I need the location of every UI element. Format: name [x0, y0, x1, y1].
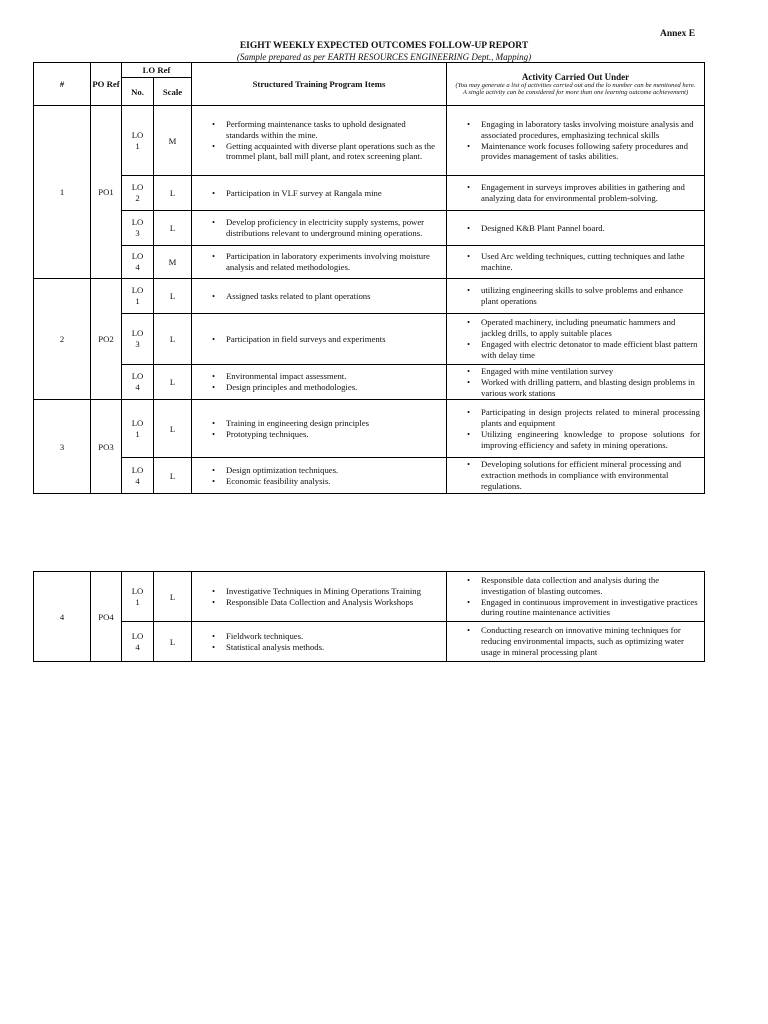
lo-number	[122, 246, 154, 279]
training-items-cell-list	[202, 418, 440, 440]
row-number: 2	[34, 279, 91, 400]
header-activity-note-2: A single activity can be considered for more than one learning outcome achievement)	[462, 89, 689, 96]
lo-prefix: LO	[131, 251, 144, 261]
activities-cell-list	[457, 317, 700, 360]
lo-index: 4	[135, 262, 140, 272]
lo-prefix: LO	[131, 217, 144, 227]
outcomes-table-continued-body	[34, 572, 705, 662]
training-item: • Performing maintenance tasks to uphold designated standards within the mine.	[202, 119, 440, 141]
training-items-cell-list	[202, 334, 440, 345]
activity-item: • Engaged in continuous improvement in investigative practices during routine maintenance activities	[457, 597, 700, 619]
training-item: • Getting acquainted with diverse plant operations such as the trommel plant, ball mill plant, and rotex screening plant.	[202, 141, 440, 163]
activities-cell-list	[457, 625, 700, 657]
training-items-cell-list	[202, 291, 440, 302]
training-items-cell-list	[202, 217, 440, 239]
activities-cell-list	[457, 407, 700, 450]
activities-cell	[447, 458, 705, 493]
activities-cell-list	[457, 119, 700, 162]
training-item: • Assigned tasks related to plant operations	[202, 291, 440, 302]
lo-prefix: LO	[131, 464, 144, 475]
training-item: • Training in engineering design principles	[202, 418, 440, 429]
training-items-cell	[192, 458, 447, 493]
training-items-cell	[192, 400, 447, 458]
activity-item: • utilizing engineering skills to solve problems and enhance plant operations	[457, 285, 700, 307]
training-items-cell	[192, 314, 447, 365]
lo-index: 4	[135, 475, 140, 486]
activities-cell-list	[457, 251, 700, 273]
header-num: #	[34, 63, 91, 106]
po-ref: PO2	[91, 279, 122, 400]
lo-scale: L	[154, 176, 192, 211]
lo-number	[122, 106, 154, 176]
lo-index: 1	[135, 596, 140, 607]
outcomes-table-continued	[33, 571, 705, 662]
training-item: • Participation in field surveys and experiments	[202, 334, 440, 345]
activity-item: • Developing solutions for efficient mineral processing and extraction methods in compliance with environmental regulations.	[457, 459, 700, 491]
lo-scale: M	[154, 246, 192, 279]
table-row	[34, 572, 705, 622]
activity-item: • Utilizing engineering knowledge to propose solutions for improving efficiency and safety in mining operations.	[457, 429, 700, 451]
training-items-cell	[192, 365, 447, 400]
lo-index: 3	[135, 339, 140, 349]
outcomes-table-body	[34, 106, 705, 494]
table-row	[34, 211, 705, 246]
training-item: • Environmental impact assessment.	[202, 371, 440, 382]
activities-cell-list	[457, 459, 700, 491]
activities-cell	[447, 246, 705, 279]
lo-prefix: LO	[131, 285, 144, 295]
training-items-cell	[192, 211, 447, 246]
report-subtitle: (Sample prepared as per EARTH RESOURCES ENGINEERING Dept., Mapping)	[236, 52, 532, 62]
activity-item: • Designed K&B Plant Pannel board.	[457, 223, 700, 234]
activities-cell	[447, 279, 705, 314]
activities-cell-list	[457, 575, 700, 618]
header-lo-ref: LO Ref	[122, 63, 192, 78]
training-item: • Design principles and methodologies.	[202, 382, 440, 393]
training-items-cell-list	[202, 371, 440, 393]
training-item: • Statistical analysis methods.	[202, 642, 440, 653]
table-row	[34, 365, 705, 400]
training-item: • Economic feasibility analysis.	[202, 476, 440, 487]
lo-scale: L	[154, 314, 192, 365]
activity-item: • Participating in design projects related to mineral processing plants and equipment	[457, 407, 700, 429]
row-number: 4	[34, 572, 91, 662]
lo-scale: L	[154, 400, 192, 458]
training-item: • Participation in VLF survey at Rangala mine	[202, 188, 440, 199]
training-items-cell-list	[202, 586, 440, 608]
training-item: • Responsible Data Collection and Analysis Workshops	[202, 597, 440, 608]
po-ref: PO1	[91, 106, 122, 279]
training-item: • Participation in laboratory experiments involving moisture analysis and related methodologies.	[202, 251, 440, 273]
lo-number	[122, 211, 154, 246]
activities-cell-list	[457, 182, 700, 204]
activities-cell	[447, 622, 705, 662]
training-items-cell-list	[202, 631, 440, 653]
lo-index: 2	[135, 193, 140, 203]
training-item: • Design optimization techniques.	[202, 465, 440, 476]
table-row	[34, 106, 705, 176]
training-items-cell	[192, 176, 447, 211]
activity-item: • Conducting research on innovative mining techniques for reducing environmental impacts, such as optimizing water usage in mineral processing plant	[457, 625, 700, 657]
lo-prefix: LO	[131, 182, 144, 192]
training-item: • Fieldwork techniques.	[202, 631, 440, 642]
lo-number	[122, 365, 154, 400]
lo-prefix: LO	[131, 328, 144, 338]
training-items-cell-list	[202, 465, 440, 487]
lo-prefix: LO	[131, 417, 144, 428]
header-po-ref: PO Ref	[91, 63, 122, 106]
lo-prefix: LO	[131, 630, 144, 641]
training-items-cell-list	[202, 188, 440, 199]
activity-item: • Maintenance work focuses following safety procedures and provides management of tasks abilities.	[457, 141, 700, 163]
header-activity-title: Activity Carried Out Under	[521, 71, 630, 82]
header-activity-note-1: (You may generate a list of activities carried out and the lo number can be mentioned here.	[455, 81, 696, 89]
training-item: • Prototyping techniques.	[202, 429, 440, 440]
lo-index: 1	[135, 428, 140, 439]
table-row	[34, 400, 705, 458]
activity-item: • Worked with drilling pattern, and blasting design problems in various work stations	[457, 377, 700, 399]
header-no: No.	[122, 78, 154, 106]
lo-index: 4	[135, 641, 140, 652]
lo-prefix: LO	[131, 585, 144, 596]
lo-scale: L	[154, 365, 192, 400]
table-row	[34, 279, 705, 314]
table-row	[34, 458, 705, 493]
activities-cell	[447, 314, 705, 365]
training-items-cell	[192, 622, 447, 662]
lo-index: 1	[135, 140, 140, 151]
activities-cell-list	[457, 366, 700, 398]
activity-item: • Engaged with electric detonator to made efficient blast pattern with delay time	[457, 339, 700, 361]
activities-cell	[447, 211, 705, 246]
lo-prefix: LO	[131, 129, 144, 140]
activity-item: • Engaged with mine ventilation survey	[457, 366, 700, 377]
header-activity	[447, 63, 705, 106]
lo-number	[122, 458, 154, 493]
training-item: • Investigative Techniques in Mining Operations Training	[202, 586, 440, 597]
activities-cell-list	[457, 285, 700, 307]
lo-scale: L	[154, 211, 192, 246]
training-items-cell	[192, 246, 447, 279]
lo-scale: L	[154, 279, 192, 314]
lo-index: 1	[135, 296, 140, 306]
activities-cell	[447, 572, 705, 622]
lo-number	[122, 314, 154, 365]
lo-scale: L	[154, 572, 192, 622]
activity-item: • Used Arc welding techniques, cutting techniques and lathe machine.	[457, 251, 700, 273]
training-items-cell-list	[202, 119, 440, 162]
header-scale: Scale	[154, 78, 192, 106]
header-items: Structured Training Program Items	[192, 63, 447, 106]
table-row	[34, 246, 705, 279]
annex-label: Annex E	[660, 29, 696, 39]
lo-scale: L	[154, 458, 192, 493]
activity-item: • Engagement in surveys improves abilities in gathering and analyzing data for environmental problem-solving.	[457, 182, 700, 204]
po-ref: PO4	[91, 572, 122, 662]
training-item: • Develop proficiency in electricity supply systems, power distributions relevant to underground mining operations.	[202, 217, 440, 239]
lo-number	[122, 622, 154, 662]
activities-cell	[447, 365, 705, 400]
activity-item: • Responsible data collection and analysis during the investigation of blasting outcomes.	[457, 575, 700, 597]
table-row	[34, 176, 705, 211]
activities-cell	[447, 106, 705, 176]
row-number: 3	[34, 400, 91, 493]
activities-cell	[447, 400, 705, 458]
activity-item: • Operated machinery, including pneumatic hammers and jackleg drills, to apply suitable places	[457, 317, 700, 339]
training-items-cell-list	[202, 251, 440, 273]
po-ref: PO3	[91, 400, 122, 493]
lo-scale: L	[154, 622, 192, 662]
lo-scale: M	[154, 106, 192, 176]
lo-number	[122, 400, 154, 458]
lo-prefix: LO	[131, 371, 144, 382]
table-row	[34, 622, 705, 662]
lo-number	[122, 176, 154, 211]
lo-index: 4	[135, 382, 140, 393]
activities-cell	[447, 176, 705, 211]
table-row	[34, 314, 705, 365]
lo-number	[122, 279, 154, 314]
activity-item: • Engaging in laboratory tasks involving moisture analysis and associated procedures, emphasizing technical skills	[457, 119, 700, 141]
training-items-cell	[192, 106, 447, 176]
training-items-cell	[192, 279, 447, 314]
report-title: EIGHT WEEKLY EXPECTED OUTCOMES FOLLOW-UP REPORT	[239, 41, 529, 51]
lo-index: 3	[135, 228, 140, 238]
training-items-cell	[192, 572, 447, 622]
lo-number	[122, 572, 154, 622]
row-number: 1	[34, 106, 91, 279]
activities-cell-list	[457, 223, 700, 234]
outcomes-table	[33, 62, 705, 494]
